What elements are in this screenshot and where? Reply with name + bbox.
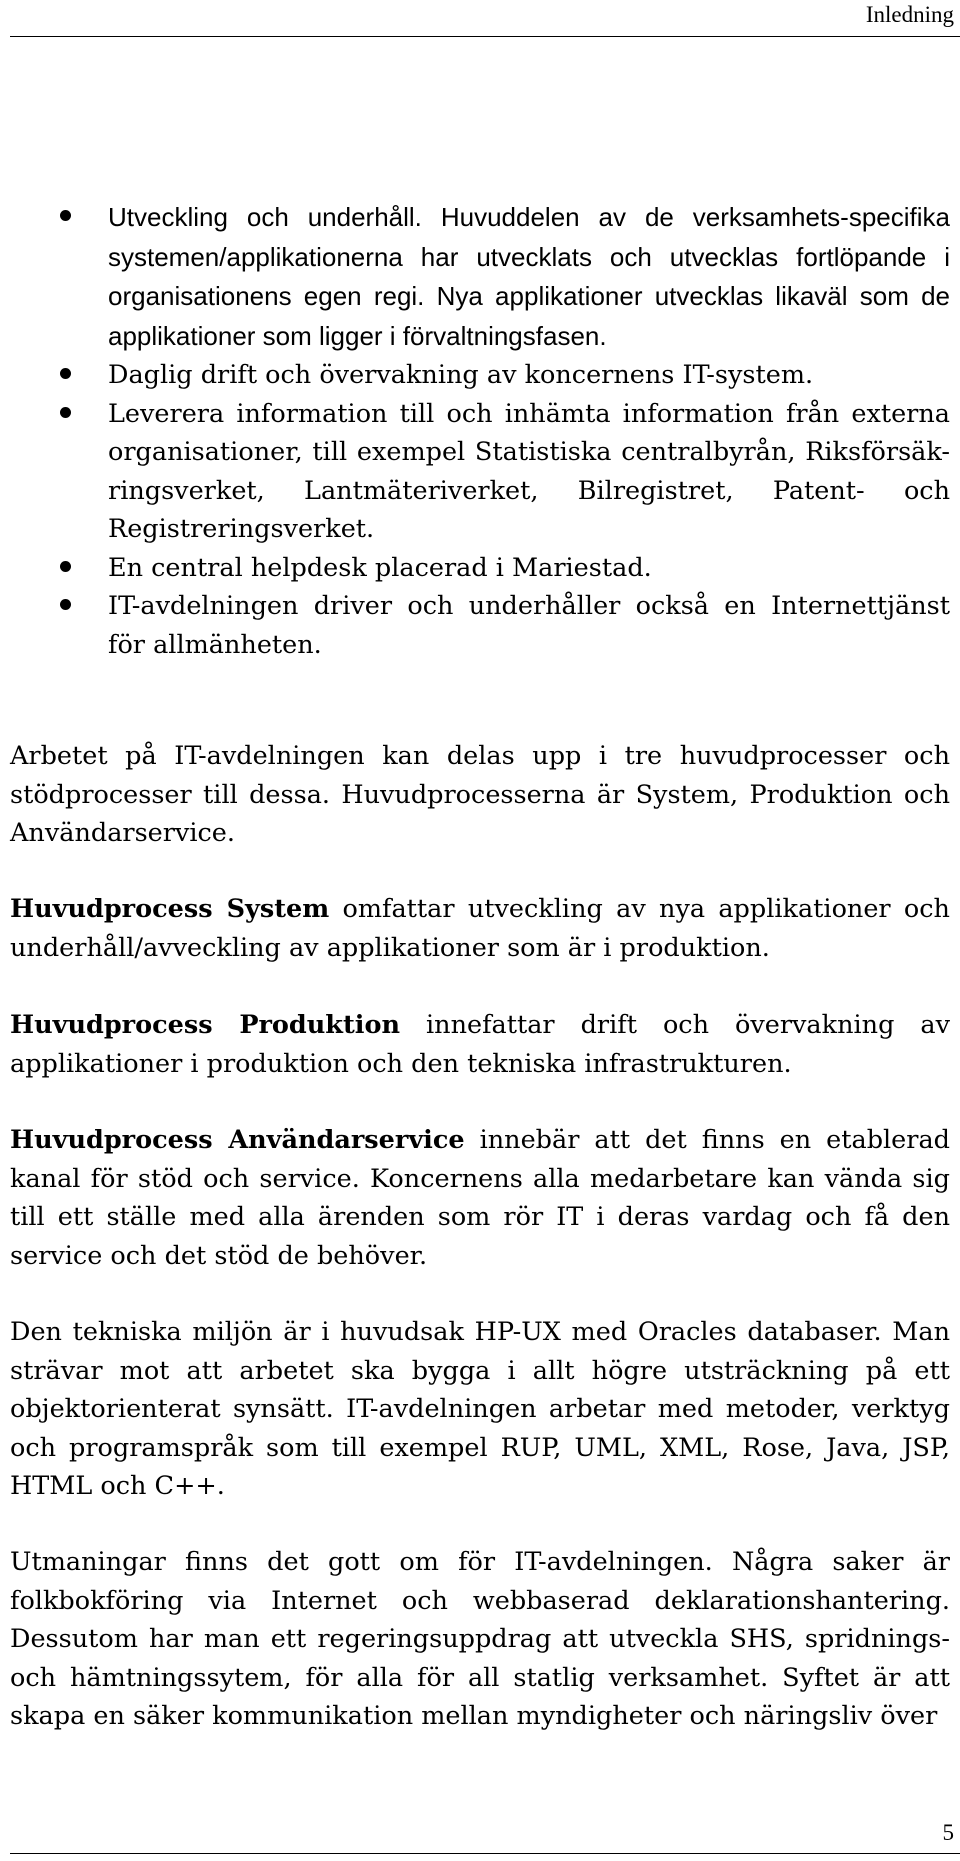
footer-rule: [10, 1853, 960, 1854]
page-number: 5: [942, 1820, 954, 1845]
paragraph-system: [10, 890, 950, 967]
bullet-text: Leverera information till och inhämta information från externa organisationer, till exempel Statistiska centralbyrån, Riksförsäk-ringsverket, Lantmäteriverket, Bilregistret, Patent- och Registreringsverket.: [108, 398, 950, 544]
bullet-item: [0, 549, 960, 588]
bullet-text: Utveckling och underhåll. Huvuddelen av de verksamhets-specifika systemen/applikationerna har utvecklats och utvecklas fortlöpande i organisationens egen regi. Nya applikationer utvecklas likaväl som de applikationer som ligger i förvaltningsfasen.: [108, 202, 950, 351]
bullet-icon: [60, 368, 71, 379]
paragraph-technical-environment: Den tekniska miljön är i huvudsak HP-UX med Oracles databaser. Man strävar mot att arbetet ska bygga i allt högre utsträckning på ett objektorienterat synsätt. IT-avdelningen arbetar med metoder, verktyg och programspråk som till exempel RUP, UML, XML, Rose, Java, JSP, HTML och C++.: [10, 1317, 950, 1501]
paragraph-user-service-text: innebär att det finns en etablerad kanal för stöd och service. Koncernens alla medarbetare kan vända sig till ett ställe med alla ärenden som rör IT i deras vardag och få den service och det stöd de behöver.: [10, 1125, 950, 1271]
paragraph-production-text: innefattar drift och övervakning av applikationer i produktion och den tekniska infrastrukturen.: [10, 1010, 951, 1079]
bullet-item: [0, 356, 960, 395]
term-user-service: Huvudprocess Användarservice: [10, 1125, 465, 1155]
bullet-icon: [60, 407, 71, 418]
paragraph-processes: Arbetet på IT-avdelningen kan delas upp i tre huvudprocesser och stödprocesser till dessa. Huvudprocesserna är System, Produktion och Användarservice.: [10, 741, 950, 848]
paragraph-challenges: Utmaningar finns det gott om för IT-avdelningen. Några saker är folkbokföring via Internet och webbaserad deklarationshantering. Dessutom har man ett regeringsuppdrag att utveckla SHS, spridnings- och hämtningssytem, för alla för all statlig verksamhet. Syftet är att skapa en säker kommunikation mellan myndigheter och näringsliv över: [10, 1547, 950, 1731]
bullet-icon: [60, 210, 71, 221]
bullet-item: [0, 395, 960, 549]
bullet-item: [0, 587, 960, 664]
bullet-text: En central helpdesk placerad i Mariestad.: [108, 552, 652, 583]
bullet-text: Daglig drift och övervakning av koncernens IT-system.: [108, 360, 814, 390]
running-header: Inledning: [865, 2, 954, 27]
term-production: Huvudprocess Produktion: [10, 1010, 400, 1040]
paragraph-system-text: omfattar utveckling av nya applikationer och underhåll/avveckling av applikationer som är i produktion.: [10, 894, 950, 963]
bullet-icon: [60, 561, 71, 572]
term-system: Huvudprocess System: [10, 894, 330, 924]
paragraph-user-service: [10, 1121, 950, 1275]
bullet-text: IT-avdelningen driver och underhåller också en Internettjänst för allmänheten.: [108, 591, 950, 660]
bullet-item: [0, 198, 960, 356]
header-rule: [10, 36, 960, 37]
bullet-list: [0, 198, 960, 664]
paragraph-production: [10, 1006, 950, 1083]
bullet-icon: [60, 599, 71, 610]
